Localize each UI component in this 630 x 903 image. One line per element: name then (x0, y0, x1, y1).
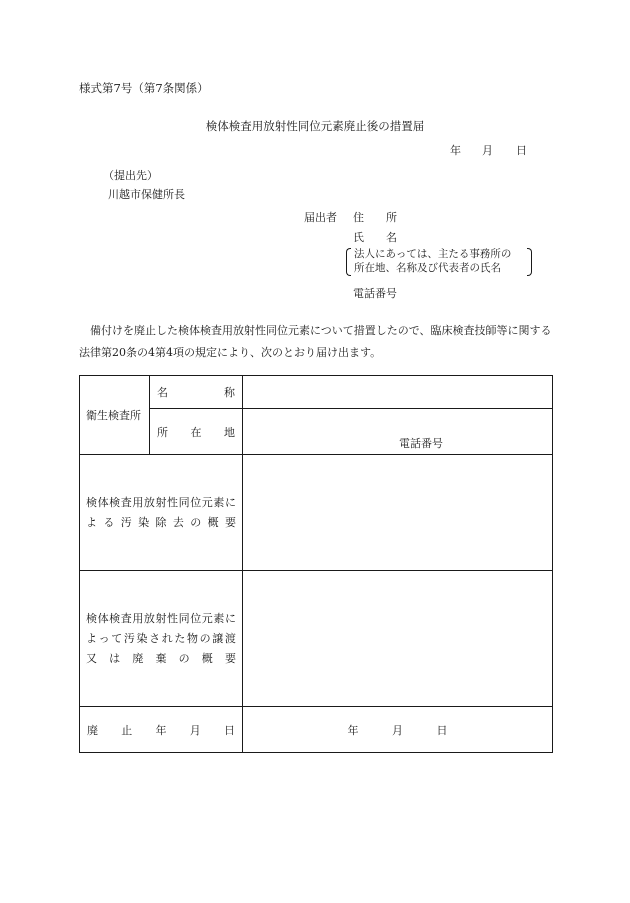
label-char: っ (98, 631, 110, 645)
label-char: 同 (178, 611, 190, 625)
transfer-disposal-summary-field[interactable] (243, 571, 553, 707)
transfer-label-line2 (86, 629, 236, 649)
label-char: 位 (190, 611, 202, 625)
label-char: 体 (97, 611, 109, 625)
right-bracket (527, 248, 532, 276)
lab-name-label-char: 称 (224, 386, 235, 399)
decontamination-label-line1 (86, 493, 236, 513)
lab-location-field[interactable] (243, 409, 553, 455)
label-char: よ (86, 631, 97, 645)
label-char: 射 (155, 495, 167, 509)
date-month-label: 月 (482, 144, 493, 157)
label-char: 用 (132, 495, 144, 509)
table-row (80, 376, 553, 409)
label-char: 査 (120, 611, 132, 625)
applicant-address-label: 住 所 (353, 211, 397, 224)
applicant-phone-label: 電話番号 (353, 287, 397, 300)
label-char: れ (161, 631, 173, 645)
label-char: 又 (86, 651, 97, 665)
date-day-label: 日 (516, 144, 527, 157)
left-bracket (346, 248, 351, 276)
label-char: の (178, 651, 190, 665)
label-char: 検 (109, 495, 121, 509)
label-char: て (111, 631, 123, 645)
corporation-note (346, 247, 532, 277)
label-char: 検 (86, 495, 97, 509)
label-char: 放 (143, 611, 155, 625)
lab-name-field[interactable] (243, 376, 553, 409)
label-char: 除 (155, 515, 167, 529)
label-char: 元 (201, 611, 213, 625)
label-char: 要 (225, 515, 236, 529)
lab-location-label (150, 409, 243, 455)
label-char: さ (149, 631, 161, 645)
label-char: た (174, 631, 186, 645)
label-char: 同 (178, 495, 190, 509)
label-char: に (224, 495, 236, 509)
label-char: 検 (109, 611, 121, 625)
transfer-label-line3 (86, 649, 236, 669)
abolition-date-label (80, 707, 243, 753)
label-char: 査 (120, 495, 132, 509)
lab-phone-label: 電話番号 (399, 437, 443, 450)
date-year-label: 年 (450, 144, 461, 157)
table-row (80, 707, 553, 753)
abolition-label-char: 年 (155, 723, 167, 737)
decontamination-summary-field[interactable] (243, 455, 553, 571)
label-char: 去 (172, 515, 184, 529)
label-char: 概 (207, 515, 219, 529)
abolition-label-char: 月 (189, 723, 201, 737)
lab-label: 衛生検査所 (80, 376, 150, 455)
label-char: 汚 (123, 631, 135, 645)
body-paragraph: 備付けを廃止した検体検査用放射性同位元素について措置したので、臨床検査技師等に関する法律第20条の4第4項の規定により、次のとおり届け出ます。 (79, 324, 552, 359)
submission-target-label: （提出先） (103, 169, 158, 182)
label-char: 染 (136, 631, 148, 645)
label-char: の (190, 515, 202, 529)
label-char: の (199, 631, 211, 645)
label-char: 位 (190, 495, 202, 509)
abolition-label-char: 日 (224, 723, 235, 737)
label-char: 体 (97, 495, 109, 509)
label-char: 譲 (212, 631, 224, 645)
label-char: よ (86, 515, 97, 529)
abolition-year-label: 年 (347, 723, 359, 737)
lab-location-label-char: 所 (157, 425, 168, 439)
transfer-disposal-summary-label (80, 571, 243, 707)
abolition-day-label: 日 (436, 723, 448, 737)
label-char: 性 (167, 611, 179, 625)
corporation-note-line2: 所在地、名称及び代表者の氏名 (354, 262, 501, 274)
label-char: 物 (187, 631, 198, 645)
abolition-month-label: 月 (392, 723, 403, 737)
lab-location-label-char: 地 (224, 425, 235, 439)
label-char: 棄 (155, 651, 167, 665)
lab-name-label (150, 376, 243, 409)
table-row (80, 455, 553, 571)
form-number: 様式第7号（第7条関係） (79, 81, 209, 95)
label-char: 検 (86, 611, 97, 625)
label-char: 渡 (224, 631, 236, 645)
label-char: 廃 (132, 651, 144, 665)
label-char: 放 (143, 495, 155, 509)
notification-table (79, 375, 553, 753)
decontamination-label-line2 (86, 513, 236, 533)
label-char: に (224, 611, 236, 625)
lab-name-label-char: 名 (157, 386, 168, 399)
table-row (80, 571, 553, 707)
applicant-name-label: 氏 名 (353, 231, 397, 244)
decontamination-summary-label (80, 455, 243, 571)
label-char: 素 (213, 611, 225, 625)
label-char: 汚 (120, 515, 132, 529)
label-char: 素 (213, 495, 225, 509)
label-char: 元 (201, 495, 213, 509)
abolition-date-field[interactable] (243, 707, 553, 753)
label-char: る (103, 515, 115, 529)
addressee-name: 川越市保健所長 (108, 188, 185, 201)
lab-location-label-char: 在 (190, 425, 202, 439)
label-char: 染 (138, 515, 150, 529)
label-char: 用 (132, 611, 144, 625)
label-char: は (109, 651, 121, 665)
corporation-note-text (354, 247, 511, 275)
abolition-label-char: 止 (121, 723, 133, 737)
label-char: 概 (201, 651, 213, 665)
document-title: 検体検査用放射性同位元素廃止後の措置届 (205, 119, 425, 133)
transfer-label-line1 (86, 609, 236, 629)
label-char: 性 (167, 495, 179, 509)
applicant-label: 届出者 (304, 211, 337, 224)
table-row (80, 409, 553, 455)
corporation-note-line1: 法人にあっては、主たる事務所の (354, 248, 512, 260)
label-char: 要 (224, 651, 236, 665)
label-char: 射 (155, 611, 167, 625)
abolition-label-char: 廃 (87, 723, 98, 737)
